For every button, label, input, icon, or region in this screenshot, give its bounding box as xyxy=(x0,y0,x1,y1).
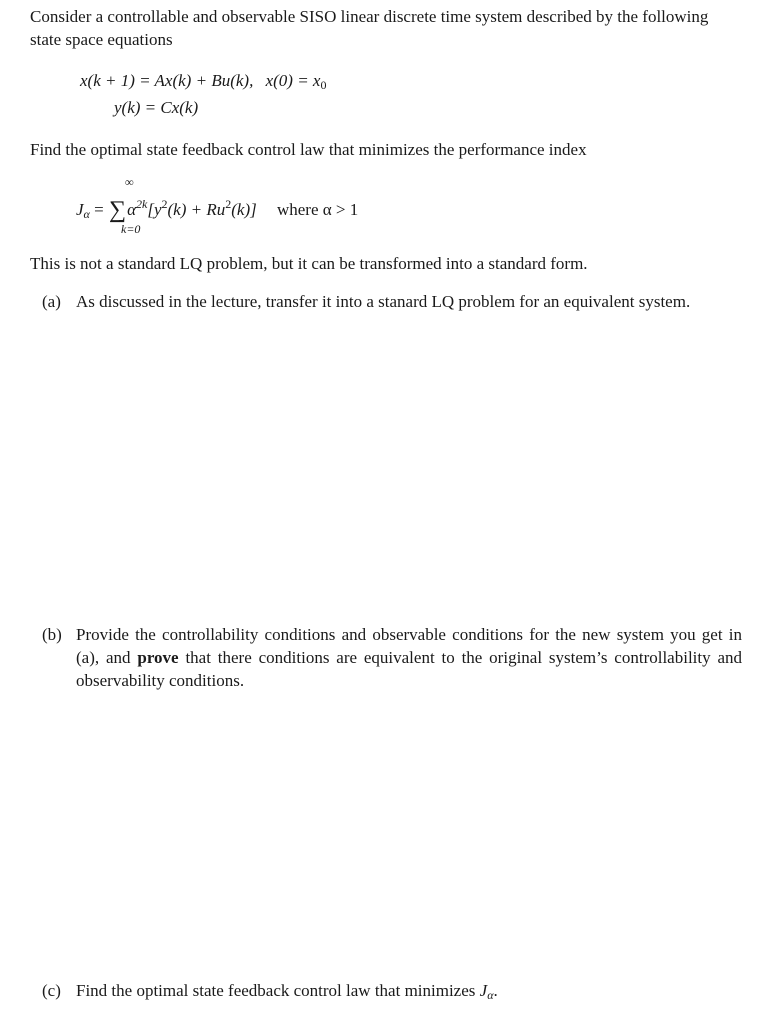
part-b-text xyxy=(76,623,742,692)
part-a-label: (a) xyxy=(42,292,61,311)
note-paragraph: This is not a standard LQ problem, but it can be transformed into a standard form. xyxy=(30,254,588,273)
part-c-text-main: Find the optimal state feedback control law that minimizes xyxy=(76,981,476,1000)
output-equation: y(k) = Cx(k) xyxy=(114,98,199,117)
pi-square-1: 2 xyxy=(161,197,168,211)
part-c-period: . xyxy=(493,981,498,1000)
performance-index xyxy=(76,193,358,226)
part-c xyxy=(42,979,742,1007)
part-a xyxy=(42,290,742,313)
part-b-text-after: that there conditions are equivalent to the original system’s controllability and observability conditions. xyxy=(76,648,742,690)
sum-lower-limit: k=0 xyxy=(121,222,141,236)
pi-bracket-close: (k)] xyxy=(231,200,257,219)
initial-condition-subscript: 0 xyxy=(320,78,327,92)
part-c-label: (c) xyxy=(42,981,61,1000)
pi-bracket-open: [y xyxy=(147,200,162,219)
part-a-text: As discussed in the lecture, transfer it into a stanard LQ problem for an equivalent system. xyxy=(76,292,691,311)
pi-equals: = xyxy=(94,200,104,219)
pi-lhs-subscript: α xyxy=(83,207,90,221)
part-c-symbol: J xyxy=(479,981,488,1000)
part-b-label: (b) xyxy=(42,625,62,644)
state-equation-text: x(k + 1) = Ax(k) + Bu(k), xyxy=(80,71,254,90)
part-c-symbol-subscript: α xyxy=(487,988,494,1002)
pi-middle: (k) + Ru xyxy=(167,200,226,219)
find-paragraph: Find the optimal state feedback control law that minimizes the performance index xyxy=(30,140,587,159)
part-b-text-before: Provide the controllability conditions and observable conditions for the new system you get in (a), and xyxy=(76,625,742,667)
part-c-text xyxy=(76,979,742,1007)
part-b xyxy=(42,623,742,692)
pi-condition: where α > 1 xyxy=(276,200,359,219)
intro-paragraph: Consider a controllable and observable SISO linear discrete time system described by the following state space equations xyxy=(30,7,709,49)
initial-condition xyxy=(266,71,327,90)
pi-lhs: J xyxy=(76,200,84,219)
sum-upper-limit: ∞ xyxy=(125,175,134,189)
initial-condition-text: x(0) = x xyxy=(265,71,321,90)
pi-square-2: 2 xyxy=(225,197,232,211)
pi-exponent: 2k xyxy=(136,197,148,211)
state-equation xyxy=(80,69,326,97)
part-b-bold-word: prove xyxy=(137,648,179,667)
pi-base: α xyxy=(127,200,136,219)
summation-symbol: ∑ xyxy=(108,197,127,223)
